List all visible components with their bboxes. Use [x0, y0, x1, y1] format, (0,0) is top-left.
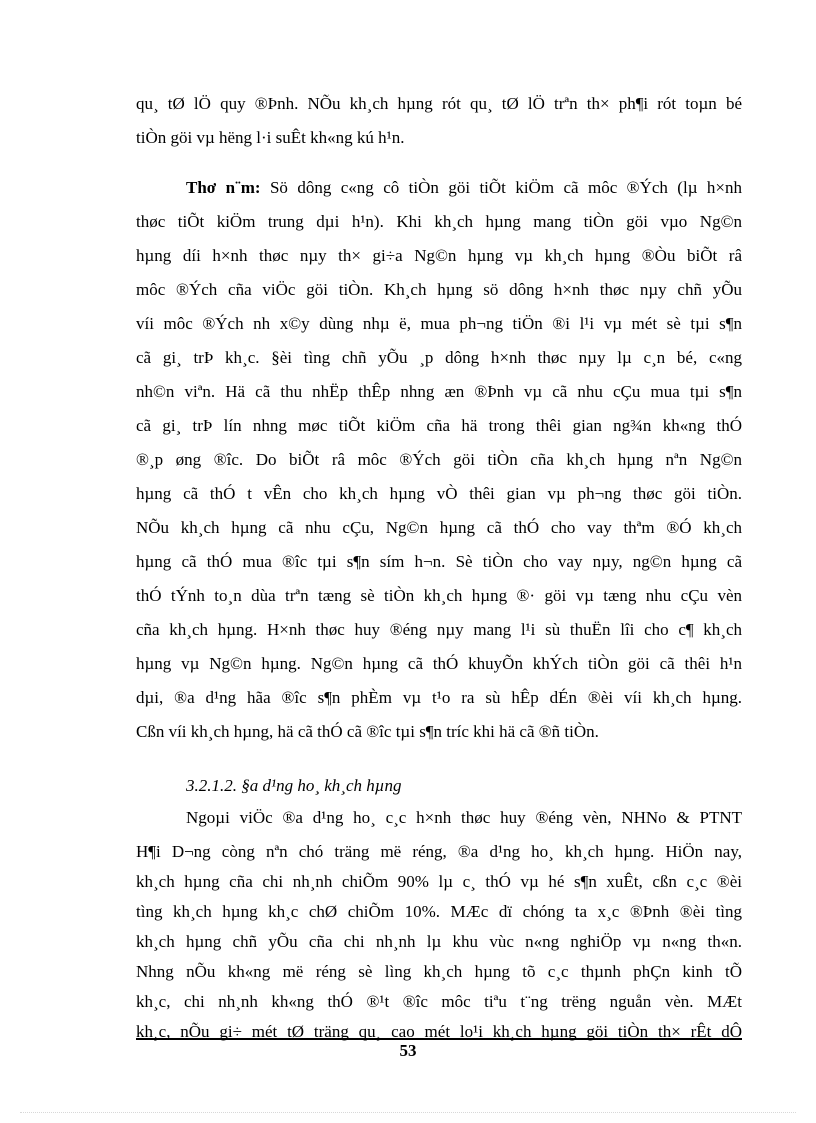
text-line: tìng kh¸ch hµng kh¸c chØ chiÕm 10%. MÆc dï chóng ta x¸c ®Þnh ®èi tìng	[136, 902, 742, 921]
text-line: cña kh¸ch hµng. H×nh thøc huy ®éng nµy mang l¹i sù thuËn lîi cho c¶ kh¸ch	[136, 620, 742, 639]
text-line: NÕu kh¸ch hµng cã nhu cÇu, Ng©n hµng cã thÓ cho vay thªm ®Ó kh¸ch	[136, 518, 742, 537]
text-line: dµi, ®a d¹ng hãa ®îc s¶n phÈm vµ t¹o ra sù hÊp dÉn ®èi víi kh¸ch hµng.	[136, 688, 742, 707]
text-line: môc ®Ých cña viÖc göi tiÒn. Kh¸ch hµng sö dông h×nh thøc nµy chñ yÕu	[136, 280, 742, 299]
text-span: Sö dông c«ng cô tiÒn göi tiÕt kiÖm cã môc ®Ých (lµ h×nh	[260, 178, 742, 197]
text-line	[186, 178, 742, 198]
text-line: kh¸ch hµng chñ yÕu cña chi nh¸nh lµ khu vùc n«ng nghiÖp vµ n«ng th«n.	[136, 932, 742, 951]
text-line: H¶i D¬ng còng nªn chó träng më réng, ®a d¹ng ho¸ kh¸ch hµng. HiÖn nay,	[136, 842, 742, 861]
text-line: thÓ tÝnh to¸n dùa trªn tæng sè tiÒn kh¸ch hµng ®· göi vµ tæng nhu cÇu vèn	[136, 586, 742, 605]
text-line: hµng cã thÓ mua ®îc tµi s¶n sím h¬n. Sè tiÒn cho vay nµy, ng©n hµng cã	[136, 552, 742, 571]
page-edge-divider	[20, 1112, 796, 1113]
text-line: qu¸ tØ lÖ quy ®Þnh. NÕu kh¸ch hµng rót qu¸ tØ lÖ trªn th× ph¶i rót toµn bé	[136, 94, 742, 113]
text-line: ®¸p øng ®îc. Do biÕt râ môc ®Ých göi tiÒn cña kh¸ch hµng nªn Ng©n	[136, 450, 742, 469]
text-line: kh¸ch hµng cña chi nh¸nh chiÕm 90% lµ c¸ thÓ vµ hé s¶n xuÊt, cßn c¸c ®èi	[136, 872, 742, 891]
text-line: cã gi¸ trÞ kh¸c. §èi tìng chñ yÕu ¸p dông h×nh thøc nµy lµ c¸n bé, c«ng	[136, 348, 742, 367]
text-line: hµng díi h×nh thøc nµy th× gi÷a Ng©n hµng vµ kh¸ch hµng ®Òu biÕt râ	[136, 246, 742, 265]
text-line: Ngoµi viÖc ®a d¹ng ho¸ c¸c h×nh thøc huy ®éng vèn, NHNo & PTNT	[186, 808, 742, 827]
text-line: nh©n viªn. Hä cã thu nhËp thÊp nhng æn ®Þnh vµ cã nhu cÇu mua tµi s¶n	[136, 382, 742, 401]
section-subheading: 3.2.1.2. §a d¹ng ho¸ kh¸ch hµng	[186, 776, 402, 795]
text-line: tiÒn göi vµ hëng l·i suÊt kh«ng kú h¹n.	[136, 128, 405, 147]
text-line: kh¸c, chi nh¸nh kh«ng thÓ ®¹t ®îc môc tiªu t¨ng trëng nguån vèn. MÆt	[136, 992, 742, 1011]
text-line: hµng cã thÓ t vÊn cho kh¸ch hµng vÒ thêi gian vµ ph¬ng thøc göi tiÒn.	[136, 484, 742, 503]
text-line: hµng vµ Ng©n hµng. Ng©n hµng cã thÓ khuyÕn khÝch tiÒn göi cã thêi h¹n	[136, 654, 742, 673]
text-line: víi môc ®Ých nh x©y dùng nhµ ë, mua ph¬ng tiÖn ®i l¹i vµ mét sè tµi s¶n	[136, 314, 742, 333]
text-line: cã gi¸ trÞ lín nhng møc tiÕt kiÖm cña hä trong thêi gian ng¾n kh«ng thÓ	[136, 416, 742, 435]
text-line: kh¸c, nÕu gi÷ mét tØ träng qu¸ cao mét lo¹i kh¸ch hµng göi tiÒn th× rÊt dÔ	[136, 1022, 742, 1041]
text-line: Nhng nÕu kh«ng më réng sè lìng kh¸ch hµng tõ c¸c thµnh phÇn kinh tÕ	[136, 962, 742, 981]
paragraph-lead-heading: Thơ n¨m:	[186, 178, 261, 197]
text-line: Cßn víi kh¸ch hµng, hä cã thÓ cã ®îc tµi s¶n tríc khi hä cã ®ñ tiÒn.	[136, 722, 599, 741]
page-number: 53	[399, 1041, 417, 1060]
text-line: thøc tiÕt kiÖm trung dµi h¹n). Khi kh¸ch hµng mang tiÒn göi vµo Ng©n	[136, 212, 742, 231]
